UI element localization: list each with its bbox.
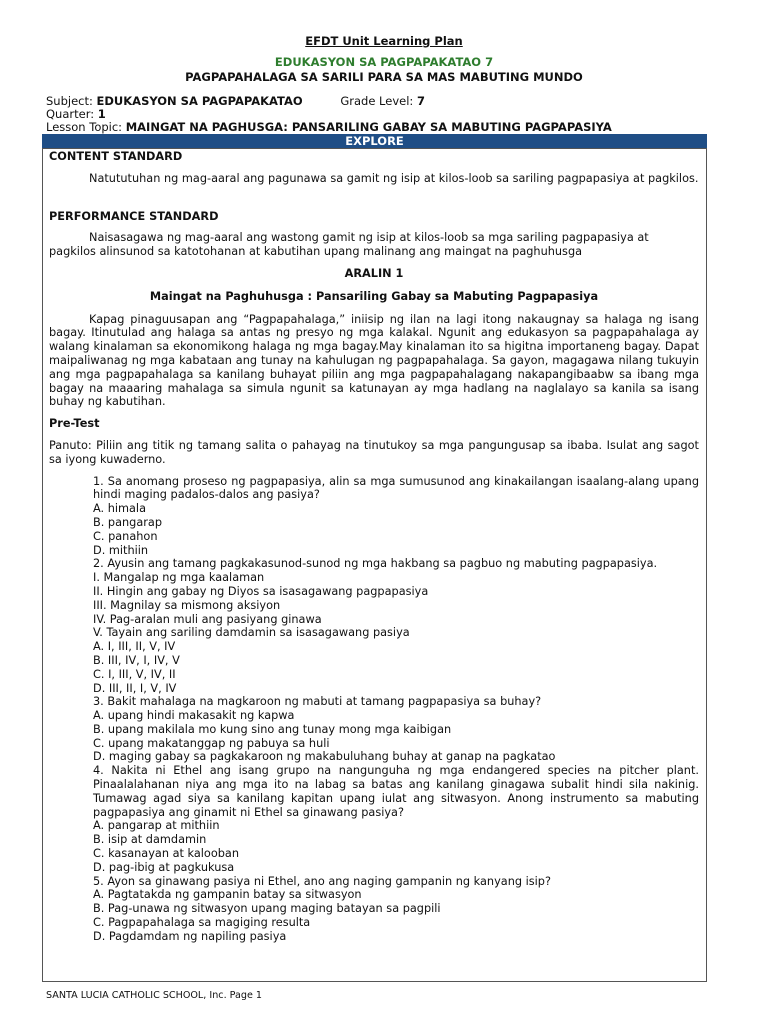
unit-subtitle: PAGPAPAHALAGA SA SARILI PARA SA MAS MABUTING MUNDO bbox=[185, 70, 583, 84]
q2-step: IV. Pag-aralan muli ang pasiyang ginawa bbox=[93, 612, 322, 626]
question-1: 1. Sa anomang proseso ng pagpapasiya, alin sa mga sumusunod ang kinakailangan isaalang-alang upang hindi maging padalos-dalos ang pasiya? bbox=[93, 474, 699, 502]
topic-value: MAINGAT NA PAGHUSGA: PANSARILING GABAY SA MABUTING PAGPAPASIYA bbox=[125, 120, 612, 134]
question-4: 4. Nakita ni Ethel ang isang grupo na nangunguha ng mga endangered species na pitcher plant. Pinaalalahanan niya ang mga ito na labag sa batas ang kanilang ginagawa subalit hindi sila nakinig. Tumawag agad siya sa kanilang kapitan upang iulat ang sitwasyon. Anong instrumento sa mabuting pagpapasiya ang ginamit ni Ethel sa ginawang pasiya? bbox=[93, 764, 699, 819]
pretest-instructions: Panuto: Piliin ang titik ng tamang salita o pahayag na tinutukoy sa mga pangungusap sa ibaba. Isulat ang sagot sa iyong kuwaderno. bbox=[49, 438, 699, 466]
question-2: 2. Ayusin ang tamang pagkakasunod-sunod ng mga hakbang sa pagbuo ng mabuting pagpapasiya. bbox=[93, 557, 658, 571]
quarter-label: Quarter: bbox=[46, 107, 95, 121]
q2-option: B. III, IV, I, IV, V bbox=[93, 653, 180, 667]
q2-step: III. Magnilay sa mismong aksiyon bbox=[93, 598, 281, 612]
q4-option: B. isip at damdamin bbox=[93, 833, 207, 847]
quarter-value: 1 bbox=[97, 107, 106, 121]
q5-option: B. Pag-unawa ng sitwasyon upang maging batayan sa pagpili bbox=[93, 902, 441, 916]
q2-option: D. III, II, I, V, IV bbox=[93, 681, 177, 695]
subject-title: EDUKASYON SA PAGPAPAKATAO 7 bbox=[274, 55, 494, 69]
q1-option: B. pangarap bbox=[93, 515, 163, 529]
content-standard-heading: CONTENT STANDARD bbox=[49, 150, 183, 163]
q5-option: A. Pagtatakda ng gampanin batay sa sitwasyon bbox=[93, 888, 362, 902]
question-list bbox=[49, 475, 699, 944]
lesson-meta bbox=[46, 95, 726, 134]
topic-label: Lesson Topic: bbox=[46, 120, 123, 134]
lesson-title: Maingat na Paghuhusga : Pansariling Gabay sa Mabuting Pagpapasiya bbox=[149, 289, 599, 303]
q2-option: C. I, III, V, IV, II bbox=[93, 667, 176, 681]
q3-option: B. upang makilala mo kung sino ang tunay mong mga kaibigan bbox=[93, 722, 452, 736]
content-body bbox=[49, 150, 699, 944]
q1-option: D. mithiin bbox=[93, 543, 149, 557]
aralin-heading: ARALIN 1 bbox=[344, 266, 404, 280]
q5-option: C. Pagpapahalaga sa magiging resulta bbox=[93, 916, 311, 930]
subject-label: Subject: bbox=[46, 94, 93, 108]
page-footer: SANTA LUCIA CATHOLIC SCHOOL, Inc. Page 1 bbox=[46, 990, 263, 1001]
q3-option: C. upang makatanggap ng pabuya sa huli bbox=[93, 736, 330, 750]
grade-label: Grade Level: bbox=[340, 94, 414, 108]
q2-step: V. Tayain ang sariling damdamin sa isasagawang pasiya bbox=[93, 626, 410, 640]
q4-option: D. pag-ibig at pagkukusa bbox=[93, 860, 235, 874]
q4-option: C. kasanayan at kalooban bbox=[93, 847, 240, 861]
q2-step: II. Hingin ang gabay ng Diyos sa isasagawang pagpapasiya bbox=[93, 584, 429, 598]
q2-step: I. Mangalap ng mga kaalaman bbox=[93, 571, 265, 585]
content-standard-text: Natututuhan ng mag-aaral ang pagunawa sa gamit ng isip at kilos-loob sa sariling pagpapasiya at pagkilos. bbox=[89, 171, 699, 185]
lesson-intro: Kapag pinaguusapan ang “Pagpapahalaga,” iniisip ng ilan na lagi itong nakaugnay sa halaga ng isang bagay. Itinutulad ang halaga sa antas ng presyo ng mga kalakal. Ngunit ang edukasyon sa pagpapahalaga ay walang kinalaman sa ekonomikong halaga ng mga bagay.May kinalaman ito sa higitna importaneng bagay. Dapat maipaliwanag ng mga kabataan ang tunay na kahulugan ng pagpapahalaga. Sa gayon, magagawa nilang tukuyin ang mga pagpapahalaga sa kanilang buhayat piliin ang mga pagpapahalagang nakapangibaabw sa ibang mga bagay na maaaring mahalaga sa simula ngunit sa katunayan ay mga hadlang na naglalayo sa kanila sa isang buhay ng kabutihan. bbox=[49, 312, 699, 409]
performance-standard-text: Naisasagawa ng mag-aaral ang wastong gamit ng isip at kilos-loob sa mga sariling pagpapasiya at pagkilos alinsunod sa katotohanan at kabutihan upang malinang ang maingat na paghuhusga bbox=[49, 231, 649, 259]
pretest-heading: Pre-Test bbox=[49, 417, 100, 431]
grade-value: 7 bbox=[416, 94, 425, 108]
q3-option: A. upang hindi makasakit ng kapwa bbox=[93, 709, 295, 723]
topic-line bbox=[46, 121, 726, 134]
q1-option: C. panahon bbox=[93, 529, 158, 543]
question-5: 5. Ayon sa ginawang pasiya ni Ethel, ano ang naging gampanin ng kanyang isip? bbox=[93, 874, 551, 888]
subject-line bbox=[46, 95, 726, 108]
q1-option: A. himala bbox=[93, 502, 146, 516]
document-title: EFDT Unit Learning Plan bbox=[305, 34, 463, 48]
q2-option: A. I, III, II, V, IV bbox=[93, 640, 176, 654]
q3-option: D. maging gabay sa pagkakaroon ng makabuluhang buhay at ganap na pagkatao bbox=[93, 750, 556, 764]
question-3: 3. Bakit mahalaga na magkaroon ng mabuti at tamang pagpapasiya sa buhay? bbox=[93, 695, 542, 709]
explore-banner: EXPLORE bbox=[42, 134, 707, 148]
q4-option: A. pangarap at mithiin bbox=[93, 819, 220, 833]
subject-value: EDUKASYON SA PAGPAPAKATAO bbox=[96, 94, 303, 108]
q5-option: D. Pagdamdam ng napiling pasiya bbox=[93, 929, 287, 943]
performance-standard-heading: PERFORMANCE STANDARD bbox=[49, 209, 219, 223]
